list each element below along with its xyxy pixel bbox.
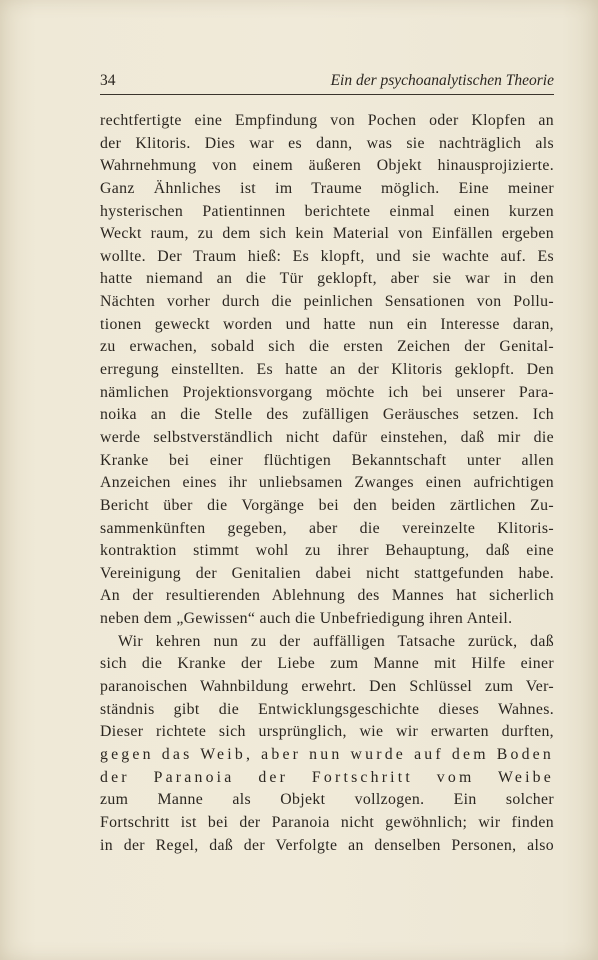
text-line: hatte niemand an die Tür geklopft, aber sie war in den — [100, 270, 554, 288]
text-line: Dieser richtete sich ursprünglich, wie wir erwarten durften, — [100, 723, 554, 741]
text-line: erregung einstellten. Es hatte an der Klitoris geklopft. Den — [100, 361, 554, 379]
text-line: Weckt raum, zu dem sich kein Material von Einfällen ergeben — [100, 225, 554, 243]
text-line: sich die Kranke der Liebe zum Manne mit Hilfe einer — [100, 655, 554, 673]
text-line: Anzeichen eines ihr unliebsamen Zwanges einen aufrichtigen — [100, 474, 554, 492]
text-line: Ganz Ähnliches ist im Traume möglich. Eine meiner — [100, 179, 554, 197]
text-line: nämlichen Projektionsvorgang möchte ich bei unserer Para- — [100, 383, 554, 401]
text-line: tionen geweckt worden und hatte nun ein Interesse daran, — [100, 315, 554, 333]
text-line: Kranke bei einer flüchtigen Bekanntschaft unter allen — [100, 451, 554, 469]
running-title: Ein der psychoanalytischen Theorie — [330, 72, 554, 89]
emphasized-line: gegen das Weib, aber nun wurde auf dem Boden — [100, 745, 554, 763]
text-line: noika an die Stelle des zufälligen Geräusches setzen. Ich — [100, 406, 554, 424]
paragraph-start-line: Wir kehren nun zu der auffälligen Tatsache zurück, daß — [118, 632, 554, 650]
page-number: 34 — [100, 72, 116, 89]
paragraph-end-line: neben dem „Gewissen“ auch die Unbefriedigung ihren Anteil. — [100, 610, 513, 628]
text-line: Bericht über die Vorgänge bei den beiden zärtlichen Zu- — [100, 496, 554, 514]
text-line: hysterischen Patientinnen berichtete einmal einen kurzen — [100, 202, 554, 220]
text-line: sammenkünften gegeben, aber die vereinzelte Klitoris- — [100, 519, 554, 537]
running-header — [100, 70, 554, 95]
text-line: in der Regel, daß der Verfolgte an denselben Personen, also — [100, 836, 554, 854]
emphasized-line: der Paranoia der Fortschritt vom Weibe — [100, 768, 554, 786]
text-line: der Klitoris. Dies war es dann, was sie nachträglich als — [100, 134, 554, 152]
text-line: An der resultierenden Ablehnung des Mannes hat sicherlich — [100, 587, 554, 605]
emphasized-line: zum Manne als Objekt vollzogen. Ein solcher — [100, 791, 554, 809]
text-line: Nächten vorher durch die peinlichen Sensationen von Pollu- — [100, 293, 554, 311]
text-line: wollte. Der Traum hieß: Es klopft, und sie wachte auf. Es — [100, 247, 554, 265]
text-line: Wahrnehmung von einem äußeren Objekt hinausprojizierte. — [100, 157, 554, 175]
text-line: Vereinigung der Genitalien dabei nicht stattgefunden habe. — [100, 564, 554, 582]
text-line: ständnis gibt die Entwicklungsgeschichte dieses Wahnes. — [100, 700, 554, 718]
text-line: kontraktion stimmt wohl zu ihrer Behauptung, daß eine — [100, 542, 554, 560]
text-line: paranoischen Wahnbildung erwehrt. Den Schlüssel zum Ver- — [100, 678, 554, 696]
text-line: rechtfertigte eine Empfindung von Pochen oder Klopfen an — [100, 112, 554, 129]
text-line: zu erwachen, sobald sich die ersten Zeichen der Genital- — [100, 338, 554, 356]
body-text — [100, 110, 554, 857]
text-line: Fortschritt ist bei der Paranoia nicht gewöhnlich; wir finden — [100, 813, 554, 831]
text-line: werde selbstverständlich nicht dafür einstehen, daß mir die — [100, 428, 554, 446]
